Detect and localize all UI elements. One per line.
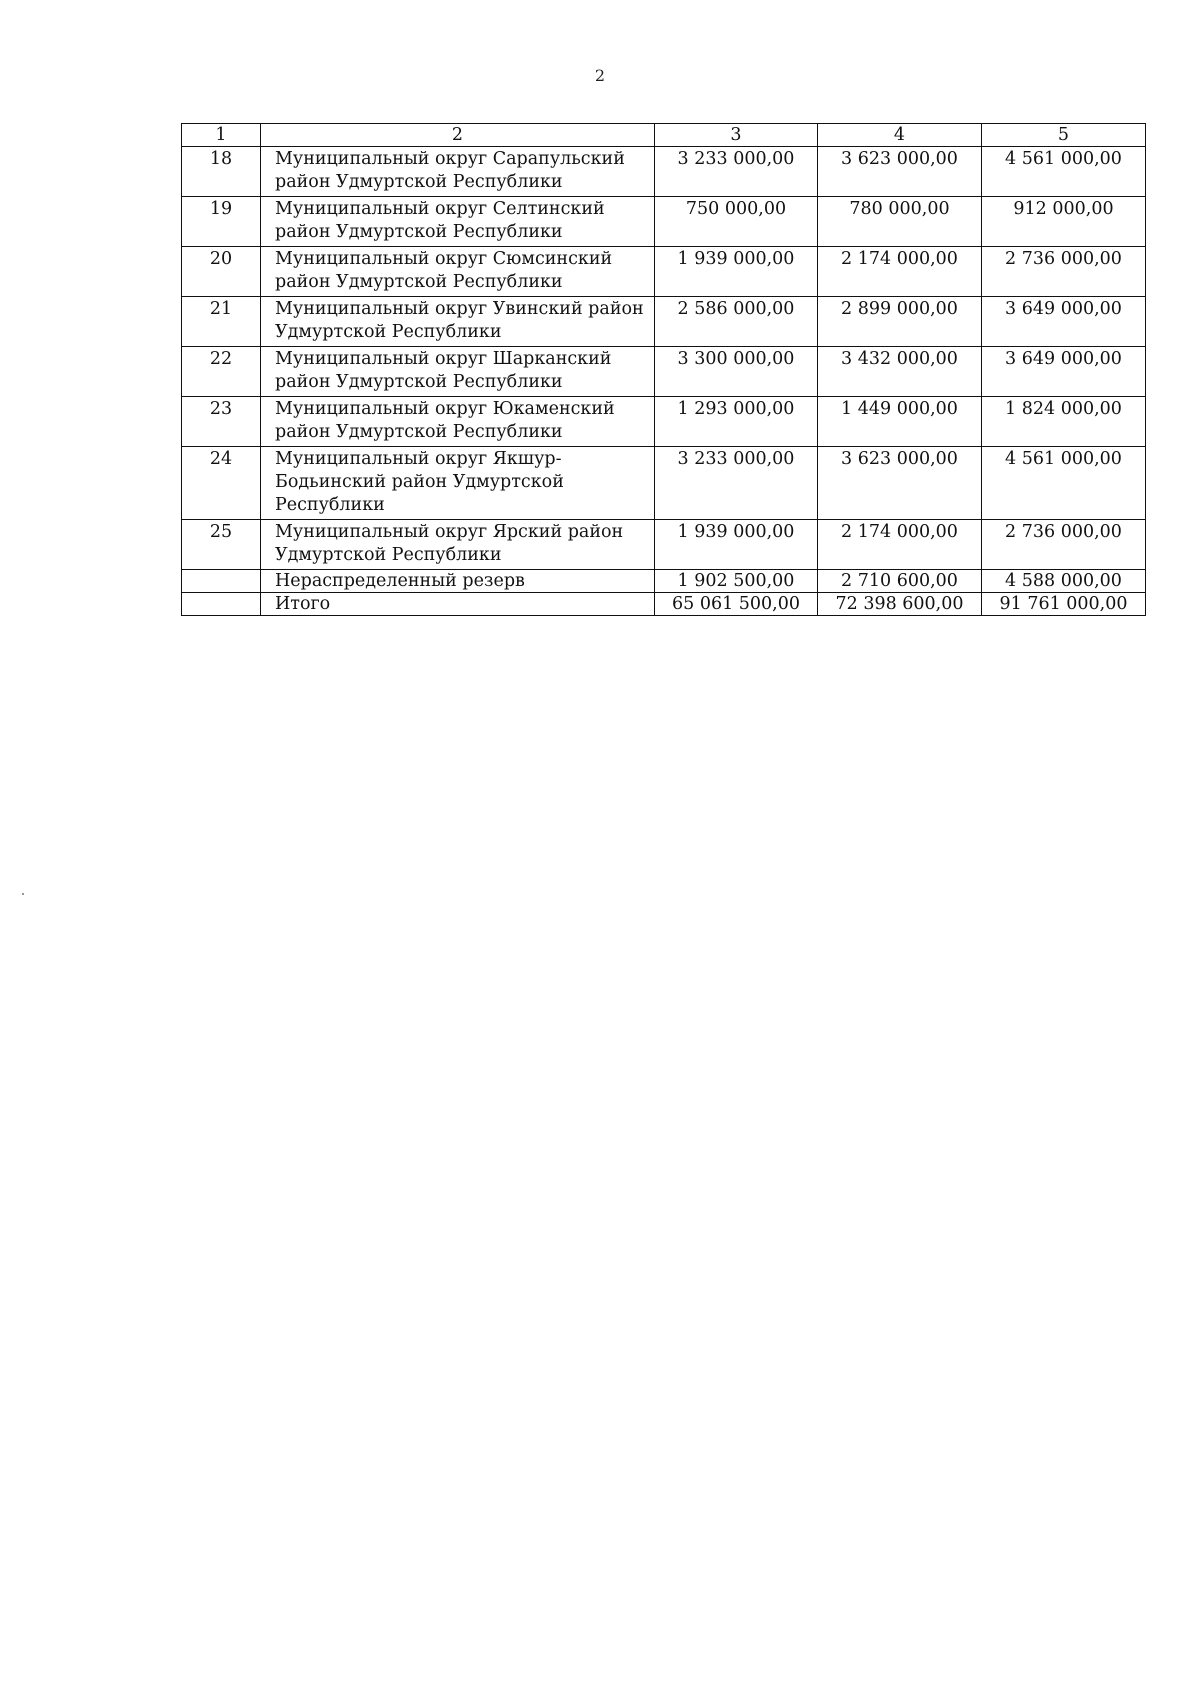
column-header: 5 [982, 124, 1146, 147]
amount-col-5: 3 649 000,00 [982, 347, 1146, 397]
amount-col-3: 1 939 000,00 [655, 520, 818, 570]
amount-col-5: 1 824 000,00 [982, 397, 1146, 447]
reserve-label: Нераспределенный резерв [261, 570, 655, 593]
row-number: 20 [182, 247, 261, 297]
table-row [182, 297, 1146, 347]
row-number [182, 570, 261, 593]
municipality-name: Муниципальный округ Сюмсинский район Удмуртской Республики [261, 247, 655, 297]
budget-allocation-table [181, 123, 1146, 616]
column-header: 4 [818, 124, 982, 147]
scan-speck [22, 893, 24, 895]
row-number [182, 593, 261, 616]
amount-col-4: 2 174 000,00 [818, 247, 982, 297]
reserve-row [182, 570, 1146, 593]
amount-col-5: 4 561 000,00 [982, 147, 1146, 197]
column-header: 1 [182, 124, 261, 147]
amount-col-5: 91 761 000,00 [982, 593, 1146, 616]
municipality-name: Муниципальный округ Шарканский район Удмуртской Республики [261, 347, 655, 397]
row-number: 18 [182, 147, 261, 197]
municipality-name: Муниципальный округ Селтинский район Удмуртской Республики [261, 197, 655, 247]
amount-col-4: 2 899 000,00 [818, 297, 982, 347]
amount-col-4: 1 449 000,00 [818, 397, 982, 447]
amount-col-3: 3 300 000,00 [655, 347, 818, 397]
amount-col-5: 4 561 000,00 [982, 447, 1146, 520]
table-header-row [182, 124, 1146, 147]
table-row [182, 197, 1146, 247]
municipality-name: Муниципальный округ Юкаменский район Удмуртской Республики [261, 397, 655, 447]
table-row [182, 447, 1146, 520]
total-label: Итого [261, 593, 655, 616]
total-row [182, 593, 1146, 616]
amount-col-4: 3 623 000,00 [818, 147, 982, 197]
table-row [182, 347, 1146, 397]
amount-col-3: 3 233 000,00 [655, 447, 818, 520]
page-number: 2 [594, 66, 606, 85]
table-row [182, 520, 1146, 570]
amount-col-4: 780 000,00 [818, 197, 982, 247]
column-header: 3 [655, 124, 818, 147]
amount-col-3: 1 939 000,00 [655, 247, 818, 297]
table-row [182, 147, 1146, 197]
municipality-name: Муниципальный округ Сарапульский район Удмуртской Республики [261, 147, 655, 197]
row-number: 25 [182, 520, 261, 570]
column-header: 2 [261, 124, 655, 147]
amount-col-3: 1 902 500,00 [655, 570, 818, 593]
amount-col-3: 750 000,00 [655, 197, 818, 247]
table-row [182, 397, 1146, 447]
amount-col-4: 2 174 000,00 [818, 520, 982, 570]
amount-col-3: 3 233 000,00 [655, 147, 818, 197]
amount-col-5: 3 649 000,00 [982, 297, 1146, 347]
amount-col-4: 2 710 600,00 [818, 570, 982, 593]
table-row [182, 247, 1146, 297]
row-number: 22 [182, 347, 261, 397]
municipality-name: Муниципальный округ Увинский район Удмуртской Республики [261, 297, 655, 347]
amount-col-3: 65 061 500,00 [655, 593, 818, 616]
row-number: 19 [182, 197, 261, 247]
row-number: 23 [182, 397, 261, 447]
row-number: 21 [182, 297, 261, 347]
amount-col-3: 1 293 000,00 [655, 397, 818, 447]
amount-col-4: 72 398 600,00 [818, 593, 982, 616]
amount-col-4: 3 623 000,00 [818, 447, 982, 520]
amount-col-3: 2 586 000,00 [655, 297, 818, 347]
amount-col-5: 4 588 000,00 [982, 570, 1146, 593]
row-number: 24 [182, 447, 261, 520]
amount-col-5: 2 736 000,00 [982, 247, 1146, 297]
amount-col-4: 3 432 000,00 [818, 347, 982, 397]
municipality-name: Муниципальный округ Якшур-Бодьинский район Удмуртской Республики [261, 447, 655, 520]
amount-col-5: 2 736 000,00 [982, 520, 1146, 570]
municipality-name: Муниципальный округ Ярский район Удмуртской Республики [261, 520, 655, 570]
amount-col-5: 912 000,00 [982, 197, 1146, 247]
